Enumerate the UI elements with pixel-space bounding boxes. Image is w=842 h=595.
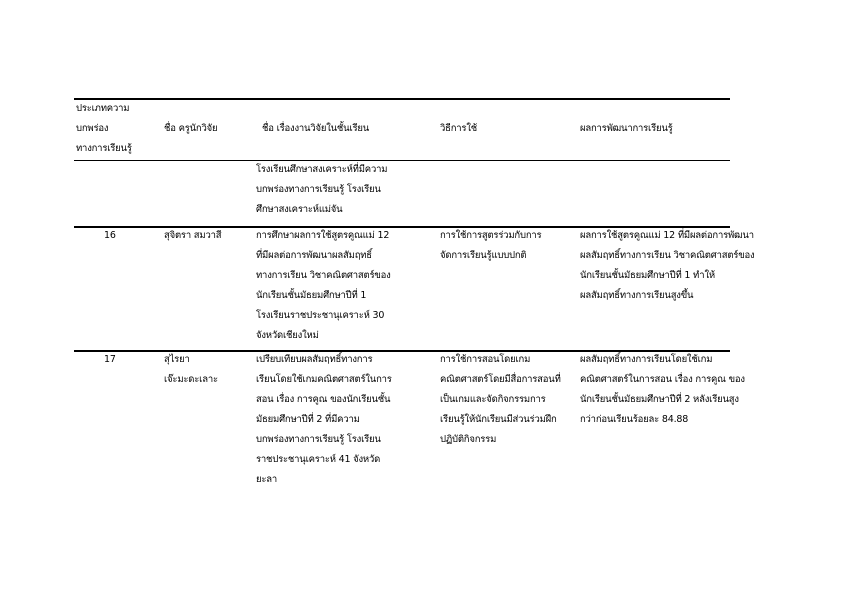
method-line: การใช้การสูตรร่วมกับการ (440, 230, 542, 241)
result-line: ผลสัมฤทธิ์ทางการเรียนโดยใช้เกม (580, 354, 713, 365)
continued-title-line: โรงเรียนศึกษาสงเคราะห์ที่มีความ (256, 164, 388, 175)
continued-title-cell (256, 160, 387, 220)
title-line: จังหวัดเชียงใหม่ (256, 330, 319, 341)
title-line: ยะลา (256, 474, 278, 485)
method-line: คณิตศาสตร์โดยมีสื่อการสอนที่ (440, 374, 561, 385)
title-line: การศึกษาผลการใช้สูตรคูณแม่ 12 (256, 230, 390, 241)
title-line: ทางการเรียน วิชาคณิตศาสตร์ของ (256, 270, 391, 281)
method-line: เป็นเกมและจัดกิจกรรมการ (440, 394, 546, 405)
title-line: ที่มีผลต่อการพัฒนาผลสัมฤทธิ์ (256, 250, 372, 261)
title-line: บกพร่องทางการเรียนรู้ โรงเรียน (256, 434, 381, 445)
name-line: เจ๊ะมะดะเลาะ (164, 374, 218, 385)
header-type-line: บกพร่อง (76, 123, 109, 134)
title-line: นักเรียนชั้นมัธยมศึกษาปีที่ 1 (256, 290, 367, 301)
result-line: คณิตศาสตร์ในการสอน เรื่อง การคูณ ของ (580, 374, 745, 385)
row-17-result (580, 350, 745, 430)
header-type-line: ประเภทความ (76, 103, 130, 114)
result-line: ผลการใช้สูตรคูณแม่ 12 ที่มีผลต่อการพัฒนา (580, 230, 754, 241)
header-type-line: ทางการเรียนรู้ (76, 143, 132, 154)
continued-title-line: ศึกษาสงเคราะห์แม่จัน (256, 204, 343, 215)
title-line: เรียนโดยใช้เกมคณิตศาสตร์ในการ (256, 374, 392, 385)
title-line: สอน เรื่อง การคูณ ของนักเรียนชั้น (256, 394, 391, 405)
header-result: ผลการพัฒนาการเรียนรู้ (580, 123, 673, 134)
header-bottom-rule (74, 160, 730, 161)
method-line: การใช้การสอนโดยเกม (440, 354, 531, 365)
row-16-name (164, 226, 221, 246)
result-line: ผลสัมฤทธิ์ทางการเรียนสูงขึ้น (580, 290, 694, 301)
title-line: เปรียบเทียบผลสัมฤทธิ์ทางการ (256, 354, 373, 365)
continued-title-line: บกพร่องทางการเรียนรู้ โรงเรียน (256, 184, 381, 195)
row-17-method (440, 350, 561, 450)
title-line: มัธยมศึกษาปีที่ 2 ที่มีความ (256, 414, 360, 425)
row-17-title (256, 350, 392, 490)
header-researcher: ชื่อ ครูนักวิจัย (164, 123, 218, 134)
result-line: นักเรียนชั้นมัธยมศึกษาปีที่ 1 ทำให้ (580, 270, 715, 281)
method-line: จัดการเรียนรู้แบบปกติ (440, 250, 527, 261)
result-line: นักเรียนชั้นมัธยมศึกษาปีที่ 2 หลังเรียนสูง (580, 394, 739, 405)
title-line: โรงเรียนราชประชานุเคราะห์ 30 (256, 310, 385, 321)
result-line: ผลสัมฤทธิ์ทางการเรียน วิชาคณิตศาสตร์ของ (580, 250, 755, 261)
row-16-title (256, 226, 391, 346)
header-type-cell (76, 99, 132, 159)
method-line: เรียนรู้ให้นักเรียนมีส่วนร่วมฝึก (440, 414, 557, 425)
row-17-number: 17 (104, 354, 116, 365)
row-16-result (580, 226, 754, 306)
method-line: ปฏิบัติกิจกรรม (440, 434, 497, 445)
header-method: วิธีการใช้ (440, 123, 478, 134)
header-title: ชื่อ เรื่องงานวิจัยในชั้นเรียน (262, 123, 370, 134)
result-line: กว่าก่อนเรียนร้อยละ 84.88 (580, 414, 689, 425)
row-16-method (440, 226, 541, 266)
title-line: ราชประชานุเคราะห์ 41 จังหวัด (256, 454, 381, 465)
row-17-name (164, 350, 218, 390)
row-16-number: 16 (104, 230, 116, 241)
name-line: สุจิตรา สมวาสี (164, 230, 222, 241)
table-top-rule (74, 98, 730, 100)
name-line: สุไรยา (164, 354, 190, 365)
